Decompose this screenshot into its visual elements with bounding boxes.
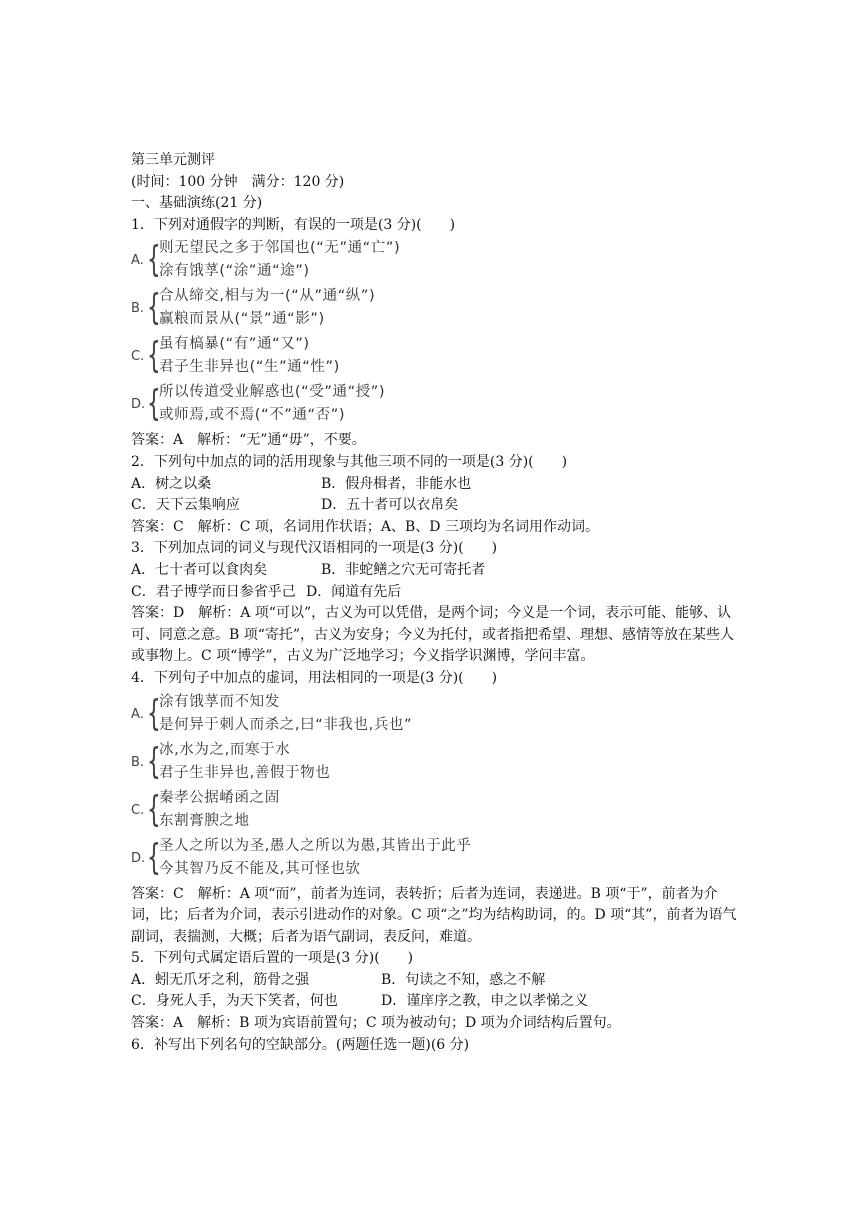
document-content xyxy=(131,150,741,1056)
q3-option-a: A．七十者可以食肉矣 xyxy=(131,561,268,578)
option-letter: A. xyxy=(131,253,144,269)
option-sentence: 冰,水为之,而寒于水 xyxy=(159,741,291,758)
q4-option-b xyxy=(131,740,741,786)
q3-options-row-2 xyxy=(131,582,741,604)
option-letter: B. xyxy=(131,754,145,770)
option-sentence: 君子生非异也,善假于物也 xyxy=(159,764,331,781)
option-sentence: 君子生非异也(“生”通“性”) xyxy=(159,359,340,376)
option-sentence: 圣人之所以为圣,愚人之所以为愚,其皆出于此乎 xyxy=(159,837,472,854)
question-1-stem: 1．下列对通假字的判断，有误的一项是(3 分)( ) xyxy=(131,216,456,233)
q1-option-c xyxy=(131,334,741,380)
question-4-answer: 答案：C 解析：A 项“而”，前者为连词，表转折；后者为连词，表递进。B 项“于”，前者为介词，比；后者为介词，表示引进动作的对象。C 项“之”均为结构助词，的。D 项“其”，前者为语气副词，表揣测，大概；后者为语气副词，表反问，难道。 xyxy=(131,885,737,945)
brace-icon: { xyxy=(147,335,161,377)
q2-option-d: D．五十者可以衣帛矣 xyxy=(321,497,459,514)
brace-icon: { xyxy=(147,692,161,734)
q4-option-c xyxy=(131,788,741,834)
q4-option-a xyxy=(131,692,741,738)
q1-option-d xyxy=(131,382,741,428)
brace-icon: { xyxy=(147,788,161,830)
q2-option-b: B．假舟楫者，非能水也 xyxy=(321,475,472,492)
question-4-stem: 4．下列句子中加点的虚词，用法相同的一项是(3 分)( ) xyxy=(131,669,498,686)
option-letter: D. xyxy=(131,397,146,413)
q2-option-a: A．树之以桑 xyxy=(131,475,212,492)
q3-options-row-1 xyxy=(131,560,741,582)
q1-option-a xyxy=(131,238,741,284)
option-letter: C. xyxy=(131,349,145,365)
brace-icon: { xyxy=(147,836,161,878)
question-1-answer: 答案：A 解析：“无”通“毋”，不要。 xyxy=(131,432,366,449)
question-2-stem: 2．下列句中加点的词的活用现象与其他三项不同的一项是(3 分)( ) xyxy=(131,453,568,470)
option-sentence: 涂有饿莩(“涂”通“途”) xyxy=(159,263,310,280)
question-5-answer: 答案：A 解析：B 项为宾语前置句；C 项为被动句；D 项为介词结构后置句。 xyxy=(131,1015,621,1032)
brace-icon: { xyxy=(147,287,161,329)
question-5-stem: 5．下列句式属定语后置的一项是(3 分)( ) xyxy=(131,950,414,967)
question-6-stem: 6．补写出下列名句的空缺部分。(两题任选一题)(6 分) xyxy=(131,1036,470,1053)
option-sentence: 则无望民之多于邻国也(“无”通“亡”) xyxy=(159,240,401,257)
option-letter: A. xyxy=(131,706,144,722)
option-sentence: 秦孝公据崤函之固 xyxy=(159,789,280,806)
q3-option-d: D．闻道有先后 xyxy=(306,583,402,600)
option-sentence: 涂有饿莩而不知发 xyxy=(159,693,280,710)
q3-option-b: B．非蛇鳝之穴无可寄托者 xyxy=(321,561,486,578)
q5-options-row-1 xyxy=(131,970,741,992)
q5-options-row-2 xyxy=(131,991,741,1013)
q5-option-c: C．身死人手，为天下笑者，何也 xyxy=(131,993,338,1010)
option-sentence: 东割膏腴之地 xyxy=(159,812,250,829)
option-sentence: 或师焉,或不焉(“不”通“否”) xyxy=(159,407,346,424)
option-sentence: 是何异于刺人而杀之,曰“非我也,兵也” xyxy=(159,716,413,733)
brace-icon: { xyxy=(147,740,161,782)
q3-option-c: C．君子博学而日参省乎己 xyxy=(131,583,296,600)
option-letter: B. xyxy=(131,301,145,317)
option-sentence: 赢粮而景从(“景”通“影”) xyxy=(159,311,325,328)
section-heading: 一、基础演练(21 分) xyxy=(131,195,263,212)
question-3-answer: 答案：D 解析：A 项“可以”，古义为可以凭借，是两个词；今义是一个词，表示可能、能够、认可、同意之意。B 项“寄托”，古义为安身；今义为托付，或者指把希望、理想、感情等放在某些人或事物上。C 项“博学”，古义为广泛地学习；今义指学识渊博，学问丰富。 xyxy=(131,605,735,665)
brace-icon: { xyxy=(147,383,161,425)
q5-option-b: B．句读之不知，惑之不解 xyxy=(381,971,546,988)
q5-option-d: D．谨庠序之教，申之以孝悌之义 xyxy=(381,993,589,1010)
q1-option-b xyxy=(131,286,741,332)
option-letter: C. xyxy=(131,802,145,818)
option-sentence: 合从缔交,相与为一(“从”通“纵”) xyxy=(159,288,376,305)
doc-title: 第三单元测评 xyxy=(131,152,215,168)
doc-meta: (时间：100 分钟 满分：120 分) xyxy=(131,173,345,190)
q2-options-row-1 xyxy=(131,474,741,496)
brace-icon: { xyxy=(147,239,161,281)
q4-option-d xyxy=(131,836,741,882)
option-sentence: 虽有槁暴(“有”通“又”) xyxy=(159,336,310,353)
question-3-stem: 3．下列加点词的词义与现代汉语相同的一项是(3 分)( ) xyxy=(131,540,498,557)
question-2-answer: 答案：C 解析：C 项，名词用作状语；A、B、D 三项均为名词用作动词。 xyxy=(131,518,599,535)
q2-option-c: C．天下云集响应 xyxy=(131,497,240,514)
option-letter: D. xyxy=(131,850,146,866)
option-sentence: 所以传道受业解惑也(“受”通“授”) xyxy=(159,384,386,401)
q5-option-a: A．蚓无爪牙之利，筋骨之强 xyxy=(131,971,310,988)
option-sentence: 今其智乃反不能及,其可怪也欤 xyxy=(159,860,361,877)
q2-options-row-2 xyxy=(131,495,741,517)
